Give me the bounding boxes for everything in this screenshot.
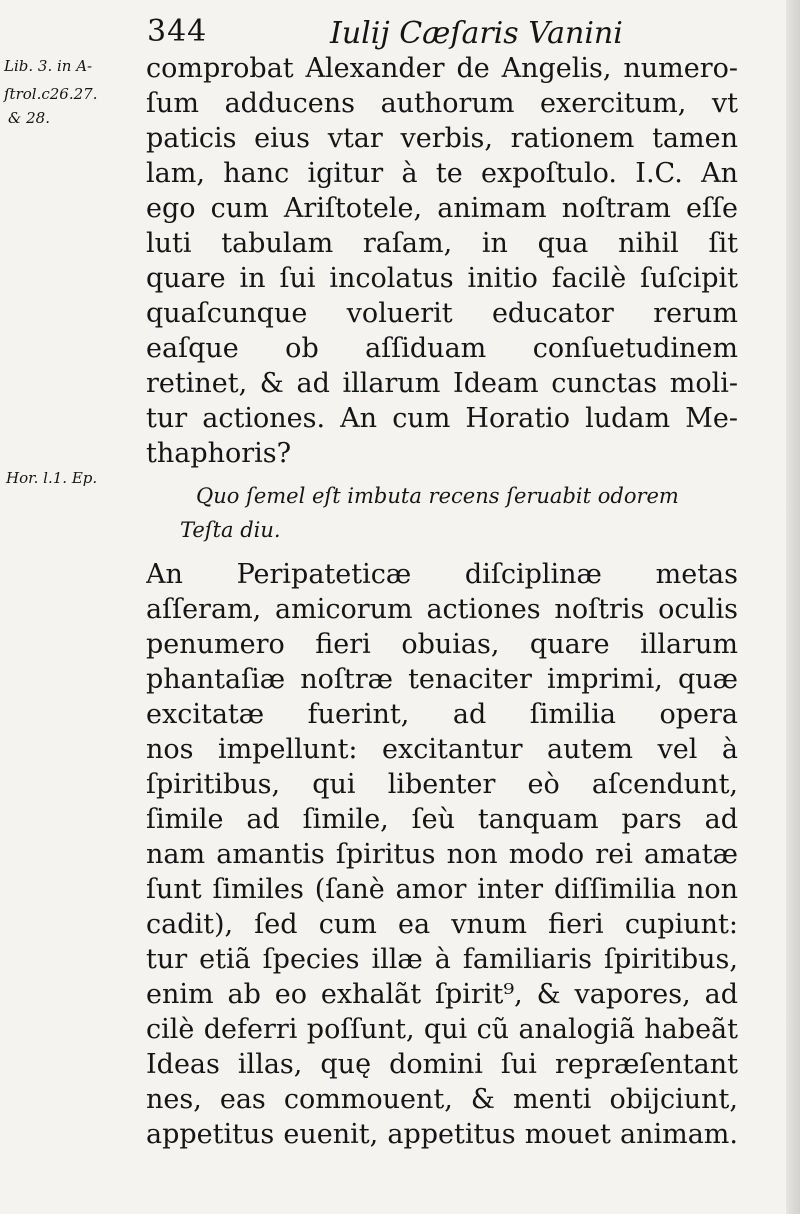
text-line: ſpiritibus, qui libenter eò aſcendunt, <box>146 769 738 800</box>
running-head: Iulij Cæſaris Vanini <box>330 16 623 51</box>
page-number: 344 <box>147 14 208 49</box>
text-line: nes, eas commouent, & menti obijciunt, <box>146 1084 738 1115</box>
text-line: aſſeram, amicorum actiones noſtris oculis <box>146 594 738 625</box>
margin-note-line: & 28. <box>8 109 50 127</box>
text-line: penumero fieri obuias, quare illarum <box>146 629 738 660</box>
page-edge-shadow <box>786 0 800 1214</box>
text-line: ſum adducens authorum exercitum, vt <box>146 88 738 119</box>
text-line: ſimile ad ſimile, ſeù tanquam pars ad <box>146 804 738 835</box>
quote-line: Quo ſemel eſt imbuta recens ſeruabit odorem <box>196 484 679 508</box>
page-header <box>0 14 800 54</box>
text-line: eaſque ob aſſiduam conſuetudinem <box>146 333 738 364</box>
text-line: quaſcunque voluerit educator rerum <box>146 298 738 329</box>
text-line: cilè deferri poſſunt, qui cũ analogiã habeãt <box>146 1014 738 1045</box>
text-line: An Peripateticæ diſciplinæ metas <box>146 559 738 590</box>
text-line: lam, hanc igitur à te expoſtulo. I.C. An <box>146 158 738 189</box>
text-line: Ideas illas, quę domini ſui repræſentant <box>146 1049 738 1080</box>
text-line: comprobat Alexander de Angelis, numero- <box>146 53 738 84</box>
margin-note-line: Hor. l.1. Ep. <box>6 469 98 487</box>
text-line: phantaſiæ noſtræ tenaciter imprimi, quæ <box>146 664 738 695</box>
text-line: luti tabulam raſam, in qua nihil ſit <box>146 228 738 259</box>
text-line: excitatæ fuerint, ad ſimilia opera <box>146 699 738 730</box>
text-line: retinet, & ad illarum Ideam cunctas moli- <box>146 368 738 399</box>
margin-note-line: Lib. 3. in A- <box>4 57 93 75</box>
text-line: nam amantis ſpiritus non modo rei amatæ <box>146 839 738 870</box>
text-line: enim ab eo exhalãt ſpirit⁹, & vapores, ad <box>146 979 738 1010</box>
text-line: tur actiones. An cum Horatio ludam Me- <box>146 403 738 434</box>
text-line: ego cum Ariſtotele, animam noſtram eſſe <box>146 193 738 224</box>
text-line: appetitus euenit, appetitus mouet animam. <box>146 1119 738 1150</box>
text-line: cadit), ſed cum ea vnum fieri cupiunt: <box>146 909 738 940</box>
text-line: nos impellunt: excitantur autem vel à <box>146 734 738 765</box>
text-line: thaphoris? <box>146 438 292 469</box>
text-line: ſunt ſimiles (ſanè amor inter diſſimilia non <box>146 874 738 905</box>
margin-note-line: ſtrol.c26.27. <box>4 85 98 103</box>
text-line: tur etiã ſpecies illæ à familiaris ſpiritibus, <box>146 944 738 975</box>
quote-line: Teſta diu. <box>180 518 281 542</box>
text-line: paticis eius vtar verbis, rationem tamen <box>146 123 738 154</box>
text-line: quare in ſui incolatus initio facilè ſuſcipit <box>146 263 738 294</box>
